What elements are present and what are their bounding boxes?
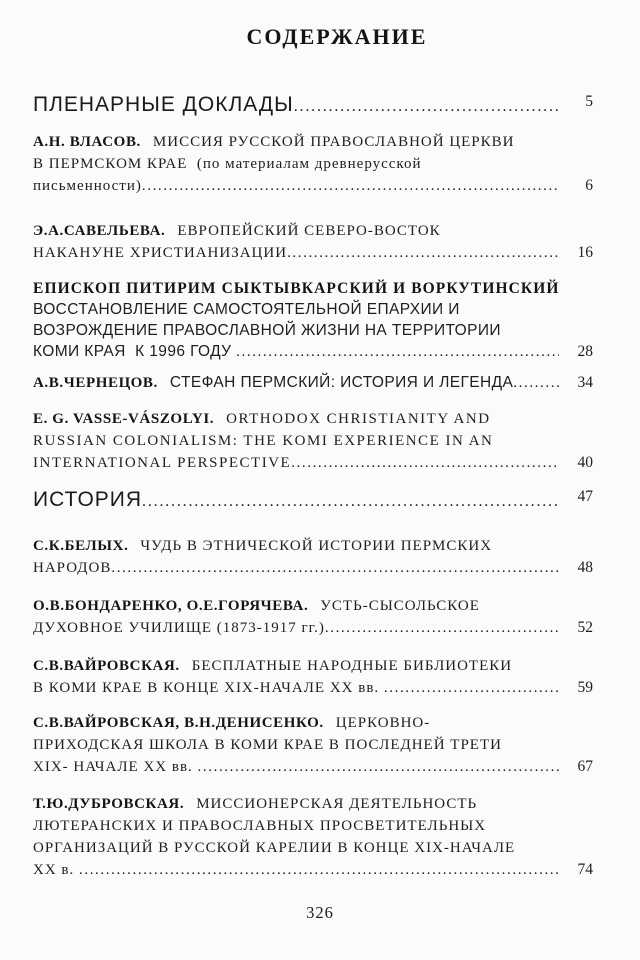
dot-leader <box>287 243 559 264</box>
entry-author: О.В.БОНДАРЕНКО, О.Е.ГОРЯЧЕВА. <box>33 598 309 614</box>
entry-title-line: RUSSIAN COLONIALISM: THE KOMI EXPERIENCE IN AN <box>33 433 494 449</box>
entry-line <box>33 756 593 778</box>
dot-leader <box>294 94 559 120</box>
dot-leader <box>291 453 559 474</box>
dot-leader <box>142 176 559 197</box>
entry-title-line: В ПЕРМСКОМ КРАЕ (по материалам древнерусской <box>33 156 422 172</box>
entry-author: А.В.ЧЕРНЕЦОВ. <box>33 375 158 391</box>
entry-author: ЕПИСКОП ПИТИРИМ СЫКТЫВКАРСКИЙ И ВОРКУТИНСКИЙ <box>33 280 560 297</box>
toc-section-plenary-reports <box>33 92 593 120</box>
entry-author: С.К.БЕЛЫХ. <box>33 538 129 554</box>
dot-leader <box>236 342 559 363</box>
entry-line <box>33 131 593 153</box>
page-number: 47 <box>577 488 593 505</box>
page-number: 16 <box>577 244 593 261</box>
entry-author: Э.А.САВЕЛЬЕВА. <box>33 223 166 239</box>
entry-author: С.В.ВАЙРОВСКАЯ. <box>33 658 180 674</box>
dot-leader <box>513 373 559 394</box>
entry-line <box>33 341 593 363</box>
entry-title-line: письменности) <box>33 178 142 194</box>
toc-entry <box>33 278 593 363</box>
entry-title-line: НАКАНУНЕ ХРИСТИАНИЗАЦИИ <box>33 245 288 261</box>
entry-title-line: ВОССТАНОВЛЕНИЕ САМОСТОЯТЕЛЬНОЙ ЕПАРХИИ И <box>33 301 460 318</box>
page-number: 48 <box>577 559 593 576</box>
page-number: 5 <box>585 93 593 110</box>
entry-line <box>33 557 593 579</box>
footer-page-number: 326 <box>306 903 334 922</box>
page-number: 34 <box>577 374 593 391</box>
entry-title-line: XX в. <box>33 862 79 878</box>
entry-line <box>33 617 593 639</box>
entry-line <box>33 430 593 452</box>
entry-line <box>33 595 593 617</box>
entry-author: Т.Ю.ДУБРОВСКАЯ. <box>33 796 185 812</box>
entry-line <box>33 712 593 734</box>
entry-line <box>33 859 593 881</box>
entry-title-line: УСТЬ-СЫСОЛЬСКОЕ <box>320 598 480 614</box>
entry-title-line: ЕВРОПЕЙСКИЙ СЕВЕРО-ВОСТОК <box>177 223 441 239</box>
entry-title-line: БЕСПЛАТНЫЕ НАРОДНЫЕ БИБЛИОТЕКИ <box>191 658 513 674</box>
toc-entry <box>33 655 593 699</box>
entry-title-line: ОРГАНИЗАЦИЙ В РУССКОЙ КАРЕЛИИ В КОНЦЕ XIX-НАЧАЛЕ <box>33 840 516 856</box>
dot-leader <box>79 860 559 881</box>
entry-title-line: МИССИОНЕРСКАЯ ДЕЯТЕЛЬНОСТЬ <box>196 796 478 812</box>
entry-title-line: НАРОДОВ <box>33 560 112 576</box>
entry-line <box>33 242 593 264</box>
entry-line <box>33 677 593 699</box>
page-number: 52 <box>577 619 593 636</box>
toc-entry <box>33 131 593 197</box>
entry-line <box>33 153 593 175</box>
entry-line <box>33 452 593 474</box>
entry-author: А.Н. ВЛАСОВ. <box>33 134 141 150</box>
toc-entry <box>33 220 593 264</box>
entry-line <box>33 175 593 197</box>
toc-entry <box>33 712 593 778</box>
toc-entry <box>33 793 593 881</box>
page-number: 28 <box>577 343 593 360</box>
dot-leader <box>384 678 559 699</box>
toc-section-history <box>33 487 593 515</box>
entry-title-line: ЛЮТЕРАНСКИХ И ПРАВОСЛАВНЫХ ПРОСВЕТИТЕЛЬНЫХ <box>33 818 487 834</box>
entry-title-line: МИССИЯ РУССКОЙ ПРАВОСЛАВНОЙ ЦЕРКВИ <box>152 134 515 150</box>
entry-line <box>33 92 593 120</box>
toc-entry <box>33 535 593 579</box>
page-number: 74 <box>577 861 593 878</box>
entry-title-line: ДУХОВНОЕ УЧИЛИЩЕ (1873-1917 гг.) <box>33 620 325 636</box>
entry-author: С.В.ВАЙРОВСКАЯ, В.Н.ДЕНИСЕНКО. <box>33 715 324 731</box>
entry-title-line: СТЕФАН ПЕРМСКИЙ: ИСТОРИЯ И ЛЕГЕНДА <box>169 374 514 391</box>
entry-title-line: ПРИХОДСКАЯ ШКОЛА В КОМИ КРАЕ В ПОСЛЕДНЕЙ ТРЕТИ <box>33 737 502 753</box>
entry-line <box>33 278 593 299</box>
dot-leader <box>142 489 559 515</box>
entry-line <box>33 487 593 515</box>
page-number: 67 <box>577 758 593 775</box>
entry-line <box>33 815 593 837</box>
entry-author: E. G. VASSE-VÁSZOLYI. <box>33 411 215 427</box>
entry-title-line: ЧУДЬ В ЭТНИЧЕСКОЙ ИСТОРИИ ПЕРМСКИХ <box>140 538 493 554</box>
entry-line <box>33 220 593 242</box>
page-number: 6 <box>585 177 593 194</box>
toc-entry <box>33 372 593 394</box>
entry-line <box>33 535 593 557</box>
entry-title-line: INTERNATIONAL PERSPECTIVE <box>33 455 292 471</box>
entry-title-line: XIX- НАЧАЛЕ XX вв. <box>33 759 198 775</box>
section-label: ИСТОРИЯ <box>33 488 143 511</box>
entry-title-line: ORTHODOX CHRISTIANITY AND <box>226 411 491 427</box>
entry-line <box>33 299 593 320</box>
entry-line <box>33 408 593 430</box>
entry-line <box>33 837 593 859</box>
toc-entry <box>33 408 593 474</box>
dot-leader <box>198 757 559 778</box>
entry-line <box>33 320 593 341</box>
entry-title-line: КОМИ КРАЯ К 1996 ГОДУ <box>33 343 237 360</box>
page-number: 59 <box>577 679 593 696</box>
section-label: ПЛЕНАРНЫЕ ДОКЛАДЫ <box>33 93 294 116</box>
dot-leader <box>111 558 559 579</box>
entry-line <box>33 734 593 756</box>
toc-entry <box>33 595 593 639</box>
entry-title-line: В КОМИ КРАЕ В КОНЦЕ XIX-НАЧАЛЕ XX вв. <box>33 680 384 696</box>
page-title: СОДЕРЖАНИЕ <box>246 24 428 49</box>
entry-title-line: ВОЗРОЖДЕНИЕ ПРАВОСЛАВНОЙ ЖИЗНИ НА ТЕРРИТОРИИ <box>33 322 501 339</box>
entry-line <box>33 655 593 677</box>
page-number: 40 <box>577 454 593 471</box>
entry-line <box>33 793 593 815</box>
entry-title-line: ЦЕРКОВНО- <box>335 715 431 731</box>
entry-line <box>33 372 593 394</box>
dot-leader <box>325 618 559 639</box>
